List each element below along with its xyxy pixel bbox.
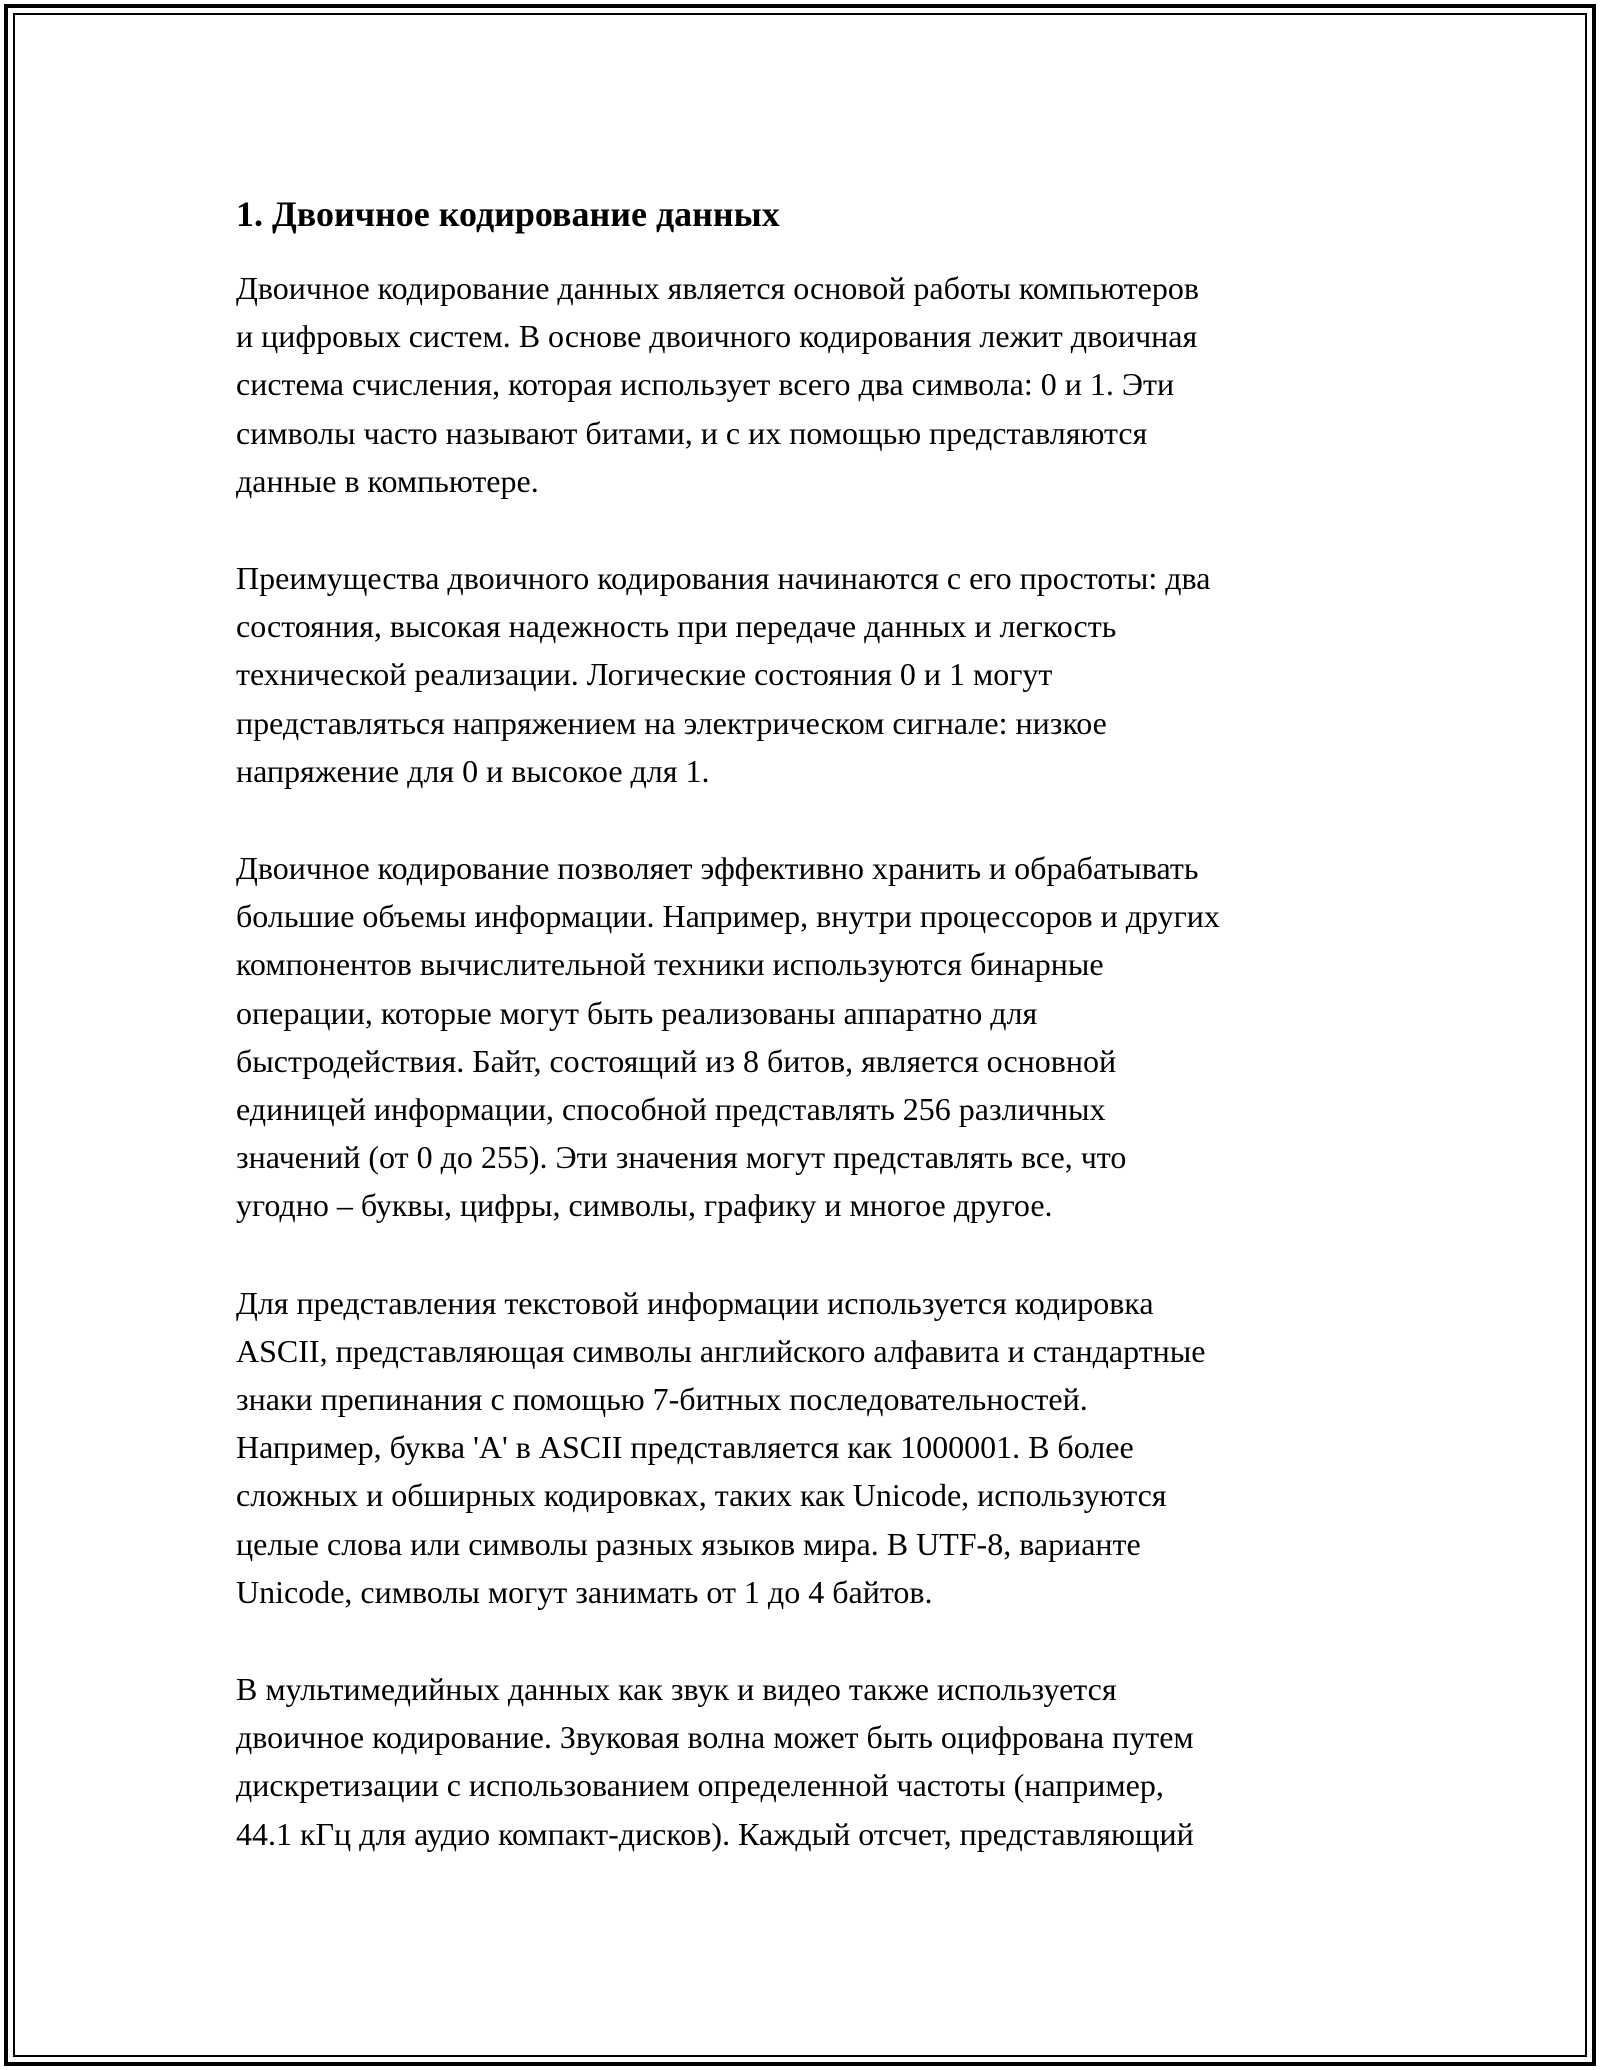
text-line: сложных и обширных кодировках, таких как Unicode, используются bbox=[236, 1477, 1167, 1514]
text-line: Для представления текстовой информации используется кодировка bbox=[236, 1284, 1154, 1321]
text-line: технической реализации. Логические состояния 0 и 1 могут bbox=[236, 656, 1053, 693]
text-line: и цифровых систем. В основе двоичного кодирования лежит двоичная bbox=[236, 318, 1198, 355]
text-line: целые слова или символы разных языков мира. В UTF-8, варианте bbox=[236, 1525, 1141, 1562]
text-line: значений (от 0 до 255). Эти значения могут представлять все, что bbox=[236, 1139, 1127, 1176]
text-line: компонентов вычислительной техники используются бинарные bbox=[236, 946, 1104, 983]
section-heading: 1. Двоичное кодирование данных bbox=[236, 194, 780, 234]
text-line: 44.1 кГц для аудио компакт-дисков). Каждый отсчет, представляющий bbox=[236, 1815, 1194, 1852]
text-line: представляться напряжением на электрическом сигнале: низкое bbox=[236, 704, 1107, 741]
text-line: угодно – буквы, цифры, символы, графику и многое другое. bbox=[236, 1187, 1053, 1224]
text-line: В мультимедийных данных как звук и видео также используется bbox=[236, 1671, 1117, 1708]
text-line: операции, которые могут быть реализованы аппаратно для bbox=[236, 994, 1038, 1031]
text-line: символы часто называют битами, и с их помощью представляются bbox=[236, 414, 1148, 451]
text-line: Двоичное кодирование позволяет эффективно хранить и обрабатывать bbox=[236, 850, 1199, 887]
text-line: система счисления, которая использует всего два символа: 0 и 1. Эти bbox=[236, 366, 1175, 403]
paragraph-1 bbox=[236, 264, 1376, 505]
text-line: двоичное кодирование. Звуковая волна может быть оцифрована путем bbox=[236, 1719, 1194, 1756]
text-line: Например, буква 'A' в ASCII представляется как 1000001. В более bbox=[236, 1429, 1134, 1466]
text-line: данные в компьютере. bbox=[236, 462, 539, 499]
text-line: знаки препинания с помощью 7-битных последовательностей. bbox=[236, 1381, 1088, 1418]
text-line: большие объемы информации. Например, внутри процессоров и других bbox=[236, 898, 1220, 935]
text-line: состояния, высокая надежность при передаче данных и легкость bbox=[236, 608, 1117, 645]
paragraph-3 bbox=[236, 844, 1376, 1230]
text-line: ASCII, представляющая символы английского алфавита и стандартные bbox=[236, 1332, 1206, 1369]
text-line: быстродействия. Байт, состоящий из 8 битов, является основной bbox=[236, 1042, 1117, 1079]
text-line: Преимущества двоичного кодирования начинаются с его простоты: два bbox=[236, 560, 1211, 597]
paragraph-5 bbox=[236, 1665, 1376, 1858]
paragraph-4 bbox=[236, 1279, 1376, 1616]
text-line: дискретизации с использованием определенной частоты (например, bbox=[236, 1767, 1164, 1804]
text-line: напряжение для 0 и высокое для 1. bbox=[236, 752, 710, 789]
text-line: единицей информации, способной представлять 256 различных bbox=[236, 1091, 1106, 1128]
paragraph-2 bbox=[236, 554, 1376, 795]
text-line: Unicode, символы могут занимать от 1 до 4 байтов. bbox=[236, 1573, 933, 1610]
text-line: Двоичное кодирование данных является основой работы компьютеров bbox=[236, 270, 1199, 306]
document-body bbox=[236, 190, 1376, 1907]
